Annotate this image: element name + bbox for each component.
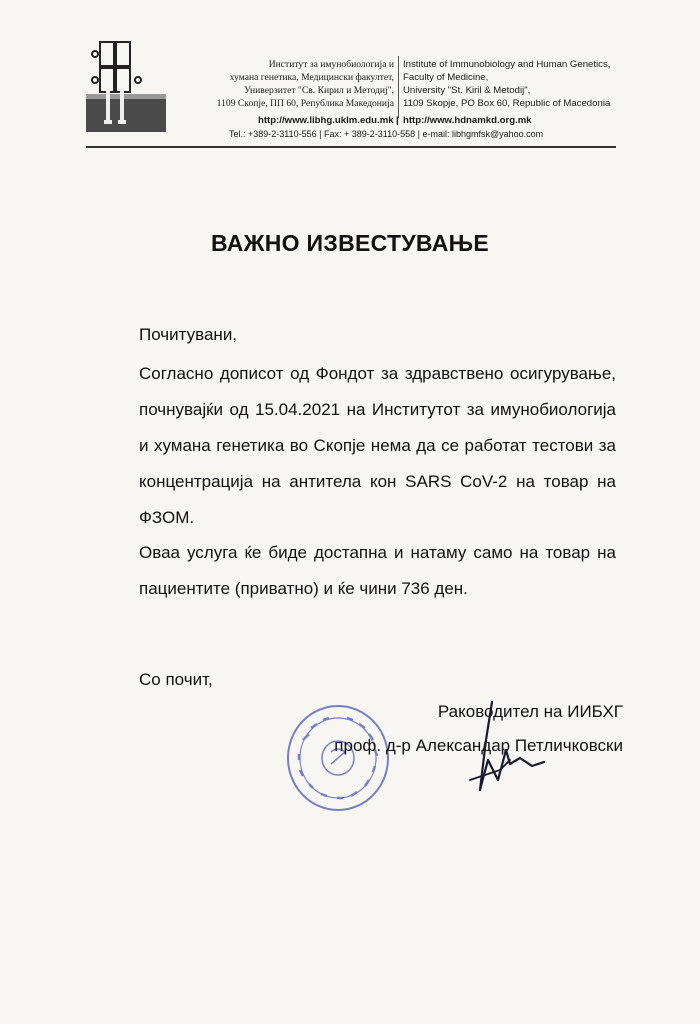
letterhead-en-line: 1109 Skopje, PO Box 60, Republic of Macedonia (403, 98, 611, 109)
letterhead-macedonian (168, 58, 394, 110)
signatory-title: Раководител на ИИБХГ (437, 702, 623, 721)
letterhead-rule (86, 146, 616, 148)
letterhead-mk-line: хумана генетика, Медицински факултет, (229, 72, 394, 83)
institute-logo-icon (86, 40, 166, 132)
letterhead-en-line: Faculty of Medicine, (403, 72, 489, 83)
closing: Со почит, (139, 670, 213, 689)
salutation: Почитувани, (139, 325, 238, 344)
paragraph-2 (139, 535, 616, 607)
url-separator: | (396, 115, 399, 126)
letterhead-mk-line: Универзитет "Св. Кирил и Методиј", (244, 85, 394, 96)
letterhead-en-line: Institute of Immunobiology and Human Genetics, (403, 59, 611, 70)
official-stamp-icon (283, 700, 393, 815)
paragraph-1 (139, 356, 616, 536)
notice-title: ВАЖНО ИЗВЕСТУВАЊЕ (211, 230, 489, 256)
contact-info: Tel.: +389-2-3110-556 | Fax: + 389-2-3110-558 | e-mail: libhgmfsk@yahoo.com (229, 129, 544, 139)
paragraph-1-text: Согласно дописот од Фондот за здравствено осигурување, почнувајќи од 15.04.2021 на Институтот за имунобиологија и хумана генетика во Скопје нема да се работат тестови за концентрација на антитела кон SARS CoV-2 на товар на ФЗОМ. (139, 364, 616, 527)
letterhead-mk-line: 1109 Скопје, ПП 60, Република Македонија (216, 98, 394, 109)
letterhead-divider (398, 56, 399, 118)
letterhead-english (403, 58, 673, 110)
letterhead-mk-line: Институт за имунобиологија и (268, 59, 394, 70)
society-url: http://www.hdnamkd.org.mk (403, 115, 532, 126)
signatory-name: проф. д-р Александар Петличковски (334, 736, 623, 755)
handwritten-signature-icon (440, 700, 560, 815)
letterhead-en-line: University "St. Kiril & Metodij", (403, 85, 531, 96)
paragraph-2-text: Оваа услуга ќе биде достапна и натаму само на товар на пациентите (приватно) и ќе чини 736 ден. (139, 543, 616, 598)
institute-url: http://www.libhg.uklm.edu.mk (258, 115, 394, 126)
